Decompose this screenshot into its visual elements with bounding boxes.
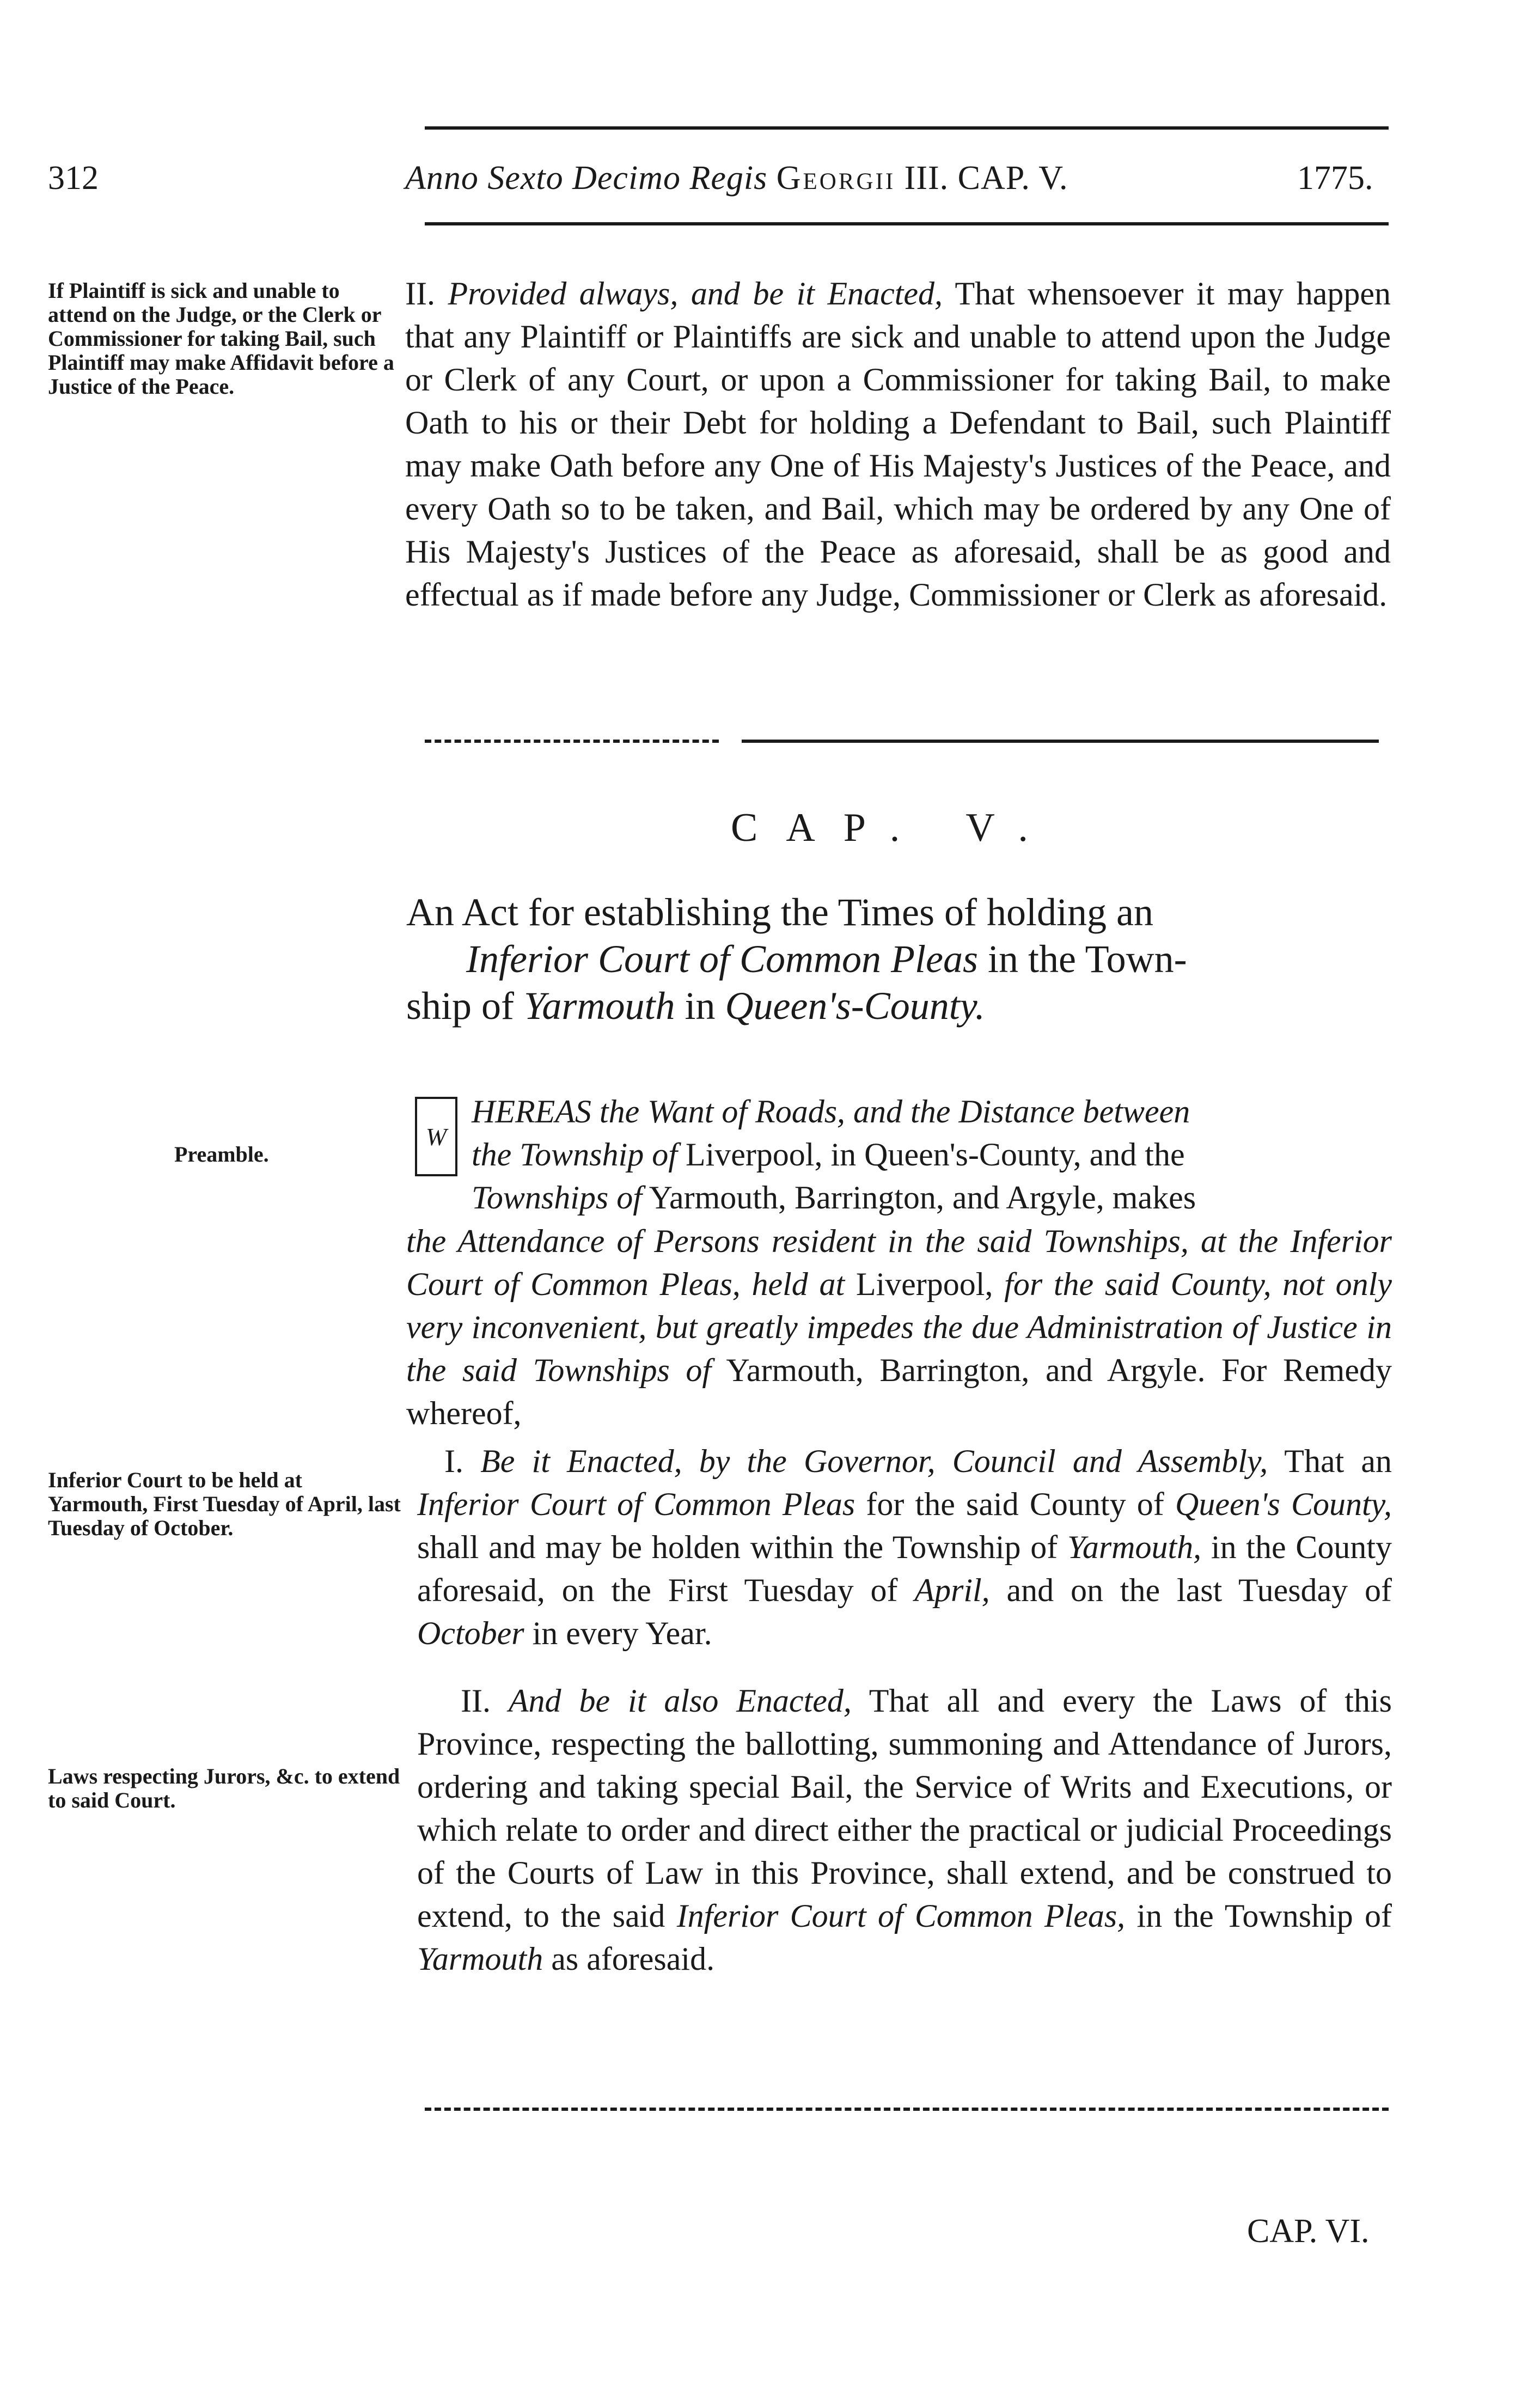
act-title-ship: ship of — [406, 984, 524, 1028]
section-ii-act-number: II. — [461, 1683, 509, 1719]
section-i-lead: Be it Enacted, by the Governor, Council and Assembly, — [480, 1443, 1268, 1479]
act-title-line-2 — [406, 936, 1392, 982]
section-i-text-e: and on the last Tuesday of — [989, 1572, 1392, 1608]
preamble-attendance: the Attendance of Persons resident in the said Townships, at the Inferior Court of Common Pleas, held at — [406, 1223, 1392, 1302]
section-ii-act-yarmouth: Yarmouth — [417, 1941, 543, 1977]
preamble-opening — [472, 1090, 1392, 1219]
running-head-chapter: III. CAP. V. — [904, 160, 1068, 197]
running-head — [405, 159, 1068, 198]
chapter-title: CAP. V. — [731, 805, 1056, 850]
section-ii-lead: Provided always, and be it Enacted, — [448, 276, 943, 312]
margin-note-preamble: Preamble. — [174, 1142, 269, 1167]
act-title-court: Inferior Court of — [466, 937, 730, 981]
preamble-line-1: HEREAS the Want of Roads, and the Distance between — [472, 1094, 1190, 1129]
margin-note-laws-jurors: Laws respecting Jurors, &c. to extend to said Court. — [48, 1764, 400, 1812]
section-ii-act-text-c: as aforesaid. — [543, 1941, 715, 1977]
preamble-township-of: the Township of — [472, 1137, 677, 1172]
section-i-april: April, — [914, 1572, 990, 1608]
section-i-court: Inferior Court of Common Pleas — [417, 1486, 855, 1522]
section-i-yarmouth: Yarmouth, — [1067, 1529, 1202, 1565]
bottom-divider — [425, 2108, 1389, 2111]
preamble-held-at: Liverpool, — [845, 1266, 1005, 1302]
preamble-liverpool: Liverpool, in Queen's-County, and the — [685, 1137, 1185, 1172]
preamble-townships-of: Townships of — [472, 1180, 642, 1216]
preamble-line-3 — [472, 1176, 1392, 1219]
section-ii-act-court: Inferior Court of Common Pleas, — [676, 1898, 1126, 1934]
act-title-yarmouth: Yarmouth — [524, 984, 675, 1028]
preamble-yarmouth: Yarmouth, Barrington, and Argyle, makes — [649, 1180, 1196, 1216]
act-title-county: Queen's-County. — [725, 984, 985, 1028]
section-ii-also-enacted — [417, 1680, 1392, 1981]
divider-left-dashed — [425, 740, 719, 743]
section-ii-act-lead: And be it also Enacted, — [508, 1683, 852, 1719]
act-title-pleas: Common Pleas — [740, 937, 979, 981]
section-i-text-b: for the said County of — [855, 1486, 1175, 1522]
act-title-line-1: An Act for establishing the Times of holding an — [406, 890, 1153, 934]
page-number: 312 — [48, 160, 99, 197]
section-ii-act-text-a: That all and every the Laws of this Province, respecting the ballotting, summoning and Attendance of Jurors, ordering and taking special Bail, the Service of Writs and Executions, or which relate to order and direct either the practical or judicial Proceedings of the Courts of Law in this Province, shall extend, and be construed to extend, to the said — [417, 1683, 1392, 1934]
preamble-end: Yarmouth, Barrington, and Argyle. For Remedy whereof, — [406, 1352, 1392, 1431]
act-title-in: in — [675, 984, 725, 1028]
act-title — [406, 889, 1392, 1029]
section-i-text-a: That an — [1268, 1443, 1392, 1479]
section-i-october: October — [417, 1615, 524, 1651]
act-title-township: in the Town- — [978, 937, 1187, 981]
preamble-administration: for the said County, not only very inconvenient, but greatly impedes the due Administration of Justice in the said Townships of — [406, 1266, 1392, 1388]
section-i-text-f: in every Year. — [524, 1615, 712, 1651]
page-year: 1775. — [1297, 160, 1373, 197]
preamble-remainder — [406, 1220, 1392, 1435]
margin-note-inferior-court: Inferior Court to be held at Yarmouth, First Tuesday of April, last Tuesday of October. — [48, 1468, 401, 1540]
catchword: CAP. VI. — [1247, 2213, 1370, 2250]
margin-note-plaintiff-sick: If Plaintiff is sick and unable to attend on the Judge, or the Clerk or Commissioner for taking Bail, such Plaintiff may make Affidavit before a Justice of the Peace. — [48, 278, 394, 399]
running-head-latin: Anno Sexto Decimo Regis — [405, 160, 768, 197]
act-title-line-3 — [406, 982, 1392, 1029]
divider-right-solid — [742, 740, 1379, 743]
section-i-text-d: in the County aforesaid, on the First Tuesday of — [417, 1529, 1392, 1608]
section-i-be-it-enacted — [417, 1440, 1392, 1655]
header-top-rule — [425, 126, 1389, 130]
section-i-county: Queen's County, — [1175, 1486, 1392, 1522]
section-i-text-c: shall and may be holden within the Township of — [417, 1529, 1067, 1565]
drop-cap-w: W — [415, 1097, 457, 1176]
header-bottom-rule — [425, 222, 1389, 225]
section-ii-act-text-b: in the Township of — [1125, 1898, 1392, 1934]
section-ii-text: That whensoever it may happen that any Plaintiff or Plaintiffs are sick and unable to attend upon the Judge or Clerk of any Court, or upon a Commissioner for taking Bail, to make Oath to his or their Debt for holding a Defendant to Bail, such Plaintiff may make Oath before any One of His Majesty's Justices of the Peace, and every Oath so to be taken, and Bail, which may be ordered by any One of His Majesty's Justices of the Peace as aforesaid, shall be as good and effectual as if made before any Judge, Commissioner or Clerk as aforesaid. — [405, 276, 1391, 613]
section-ii-number: II. — [405, 276, 448, 312]
running-head-king: Georgii — [776, 160, 896, 197]
section-i-number: I. — [444, 1443, 481, 1479]
preamble-line-2 — [472, 1133, 1392, 1176]
section-ii-provided-always — [405, 272, 1391, 616]
